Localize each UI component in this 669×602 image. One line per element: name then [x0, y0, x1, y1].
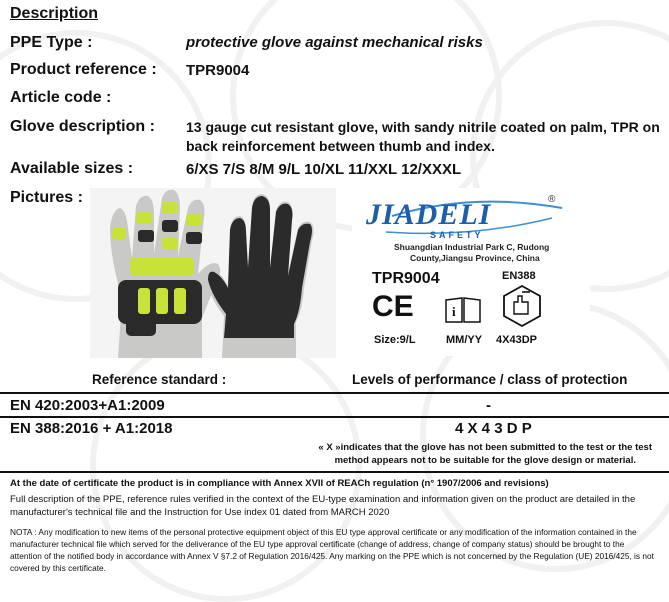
ppe-type-value: protective glove against mechanical risks	[186, 34, 483, 51]
level-row-en420: -	[486, 397, 491, 414]
standard-row-en420: EN 420:2003+A1:2009	[10, 397, 165, 414]
performance-levels-header: Levels of performance / class of protection	[352, 372, 628, 387]
label-size: Size:9/L	[374, 334, 416, 346]
address-line1: Shuangdian Industrial Park C, Rudong	[394, 242, 550, 252]
glove-description-label: Glove description :	[10, 118, 155, 135]
nota-line2: manufacturer technical file which served for the deliverance of the EU type approval certificate (change of address, change of company status) should be brought to the	[10, 539, 625, 549]
nota-line3: attention of the notified body in accordance with Annex V §7.2 of Regulation 2016/425. Any marking on the PPE which is not concerned by the Regulation (UE) 2016/425, is not	[10, 551, 654, 561]
instructions-booklet-icon	[444, 296, 482, 324]
available-sizes-value: 6/XS 7/S 8/M 9/L 10/XL 11/XXL 12/XXXL	[186, 161, 462, 178]
registered-mark: ®	[548, 194, 556, 205]
en388-hammer-pictogram-icon	[502, 284, 542, 328]
level-row-en388: 4 X 4 3 D P	[455, 420, 532, 437]
glove-description-line2: back reinforcement between thumb and index.	[186, 138, 495, 154]
label-code: 4X43DP	[496, 334, 537, 346]
brand-safety: SAFETY	[430, 230, 484, 240]
x-note-line1: « X »indicates that the glove has not been submitted to the test or the test	[318, 442, 652, 453]
article-code-label: Article code :	[10, 89, 112, 106]
product-label-card	[352, 188, 590, 356]
product-reference-value: TPR9004	[186, 62, 250, 79]
compliance-statement: At the date of certificate the product is in compliance with Annex XVII of REACh regulation (n° 1907/2006 and revisions)	[10, 478, 549, 489]
label-model: TPR9004	[372, 270, 440, 287]
available-sizes-label: Available sizes :	[10, 160, 134, 177]
table-divider	[0, 416, 669, 418]
ppe-type-label: PPE Type :	[10, 34, 93, 51]
standard-row-en388: EN 388:2016 + A1:2018	[10, 420, 173, 437]
label-standard: EN388	[502, 270, 536, 282]
glove-description-line1: 13 gauge cut resistant glove, with sandy nitrile coated on palm, TPR on	[186, 119, 660, 135]
x-note-line2: method appears not to be suitable for the glove design or material.	[334, 455, 636, 466]
section-title: Description	[10, 5, 99, 22]
address-line2: County,Jiangsu Province, China	[410, 253, 540, 263]
product-reference-label: Product reference :	[10, 61, 157, 78]
ce-mark-icon: CE	[372, 290, 414, 323]
reference-standard-header: Reference standard :	[92, 372, 227, 387]
svg-text:i: i	[452, 304, 456, 319]
full-description-line2: manufacturer's technical file and the Instruction for Use index 01 dated from MARCH 2020	[10, 507, 390, 518]
full-description-line1: Full description of the PPE, reference rules verified in the context of the EU-type examination and information given on the product are detailed in the	[10, 494, 636, 505]
table-divider	[0, 392, 669, 394]
table-divider	[0, 471, 669, 473]
glove-photo	[90, 188, 336, 358]
brand-logo: JIADELI	[366, 198, 492, 231]
pictures-label: Pictures :	[10, 189, 83, 206]
nota-line4: covered by this certificate.	[10, 563, 106, 573]
nota-line1: NOTA : Any modification to new items of the personal protective equipment object of this EU type approval certificate or any modification of the information contained in the	[10, 527, 637, 537]
label-date: MM/YY	[446, 334, 483, 346]
